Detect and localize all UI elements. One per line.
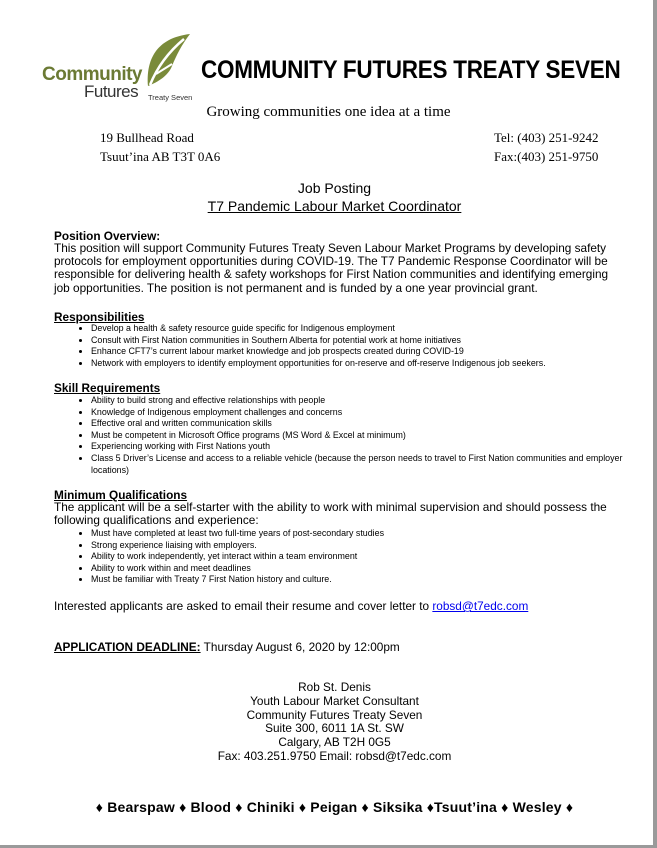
phone-number: Tel: (403) 251-9242 xyxy=(494,130,599,145)
apply-text: Interested applicants are asked to email their resume and cover letter to xyxy=(54,599,430,613)
nation-name: Siksika xyxy=(372,799,423,815)
list-item: • Enhance CFT7’s current labour market knowledge and job prospects created during COVID-19 xyxy=(91,346,657,358)
contact-role: Youth Labour Market Consultant xyxy=(250,693,419,708)
deadline-label: APPLICATION DEADLINE: xyxy=(54,640,201,654)
list-item: • Must have completed at least two full-time years of post-secondary studies xyxy=(91,528,657,540)
apply-email-link[interactable]: robsd@t7edc.com xyxy=(432,599,529,613)
logo-line2: Futures xyxy=(84,82,139,101)
contact-street: Suite 300, 6011 1A St. SW xyxy=(265,721,404,736)
nation-name: Chiniki xyxy=(246,799,295,815)
diamond-icon: ♦ xyxy=(501,799,509,815)
list-item: • Must be familiar with Treaty 7 First Nation history and culture. xyxy=(91,574,657,586)
contact-name: Rob St. Denis xyxy=(298,680,371,694)
contact-city: Calgary, AB T2H 0G5 xyxy=(278,735,391,750)
qualifications-list xyxy=(54,528,657,586)
list-item: • Network with employers to identify employment opportunities for on-reserve and off-reserve Indigenous job seekers. xyxy=(91,358,657,370)
diamond-icon: ♦ xyxy=(426,799,435,815)
list-item: • Knowledge of Indigenous employment challenges and concerns xyxy=(91,407,657,419)
diamond-icon: ♦ xyxy=(95,799,104,815)
list-item: • Develop a health & safety resource guide specific for Indigenous employment xyxy=(91,323,657,335)
fax-number: Fax:(403) 251-9750 xyxy=(494,149,599,164)
nation-name: Bearspaw xyxy=(107,799,175,815)
tagline: Growing communities one idea at a time xyxy=(206,104,451,120)
nation-name: Wesley xyxy=(512,799,562,815)
nation-name: Blood xyxy=(190,799,232,815)
apply-line xyxy=(54,600,528,613)
skills-list xyxy=(54,395,657,476)
nation-name: Peigan xyxy=(310,799,358,815)
list-item: • Must be competent in Microsoft Office programs (MS Word & Excel at minimum) xyxy=(91,430,657,442)
nation-name: Tsuut’ina xyxy=(434,799,498,815)
diamond-icon: ♦ xyxy=(565,799,574,815)
org-logo xyxy=(38,30,198,110)
contact-fax-email: Fax: 403.251.9750 Email: robsd@t7edc.com xyxy=(217,748,452,763)
list-item: • Effective oral and written communication skills xyxy=(91,418,657,430)
address-line2: Tsuut’ina AB T3T 0A6 xyxy=(100,149,221,164)
diamond-icon: ♦ xyxy=(298,799,307,815)
list-item: • Consult with First Nation communities in Southern Alberta for potential work at home initiatives xyxy=(91,335,657,347)
contact-org: Community Futures Treaty Seven xyxy=(246,707,423,722)
list-item: • Experiencing working with First Nations youth xyxy=(91,441,657,453)
diamond-icon: ♦ xyxy=(235,799,243,815)
list-item: • Ability to work within and meet deadlines xyxy=(91,563,657,575)
address-line1: 19 Bullhead Road xyxy=(100,130,194,145)
diamond-icon: ♦ xyxy=(361,799,369,815)
deadline-value: Thursday August 6, 2020 by 12:00pm xyxy=(203,640,400,654)
posting-label: Job Posting xyxy=(297,180,372,196)
list-item: • Class 5 Driver’s License and access to a reliable vehicle (because the person needs to travel to First Nation communities and employer locations) xyxy=(91,453,657,476)
overview-text: This position will support Community Futures Treaty Seven Labour Market Programs by developing safety protocols for employment opportunities during COVID-19. The T7 Pandemic Response Coordinator will be responsible for delivering health & safety workshops for First Nation communities and identifying emerging job opportunities. The position is not permanent and is funded by a one year provincial grant. xyxy=(54,241,609,295)
overview-heading: Position Overview: xyxy=(54,229,161,243)
qualifications-intro: The applicant will be a self-starter with the ability to work with minimal supervision and should possess the following qualifications and experience: xyxy=(54,500,607,528)
responsibilities-heading: Responsibilities xyxy=(54,310,145,324)
list-item: • Ability to build strong and effective relationships with people xyxy=(91,395,657,407)
posting-title: T7 Pandemic Labour Market Coordinator xyxy=(207,198,462,214)
qualifications-heading: Minimum Qualifications xyxy=(54,488,188,502)
nations-footer xyxy=(0,799,657,815)
leaf-icon xyxy=(142,30,194,88)
logo-line3: Treaty Seven xyxy=(148,93,193,102)
deadline-line xyxy=(54,641,400,654)
list-item: • Ability to work independently, yet interact within a team environment xyxy=(91,551,657,563)
skills-heading: Skill Requirements xyxy=(54,381,161,395)
logo-line1: Community xyxy=(42,64,142,85)
diamond-icon: ♦ xyxy=(179,799,187,815)
org-title: COMMUNITY FUTURES TREATY SEVEN xyxy=(201,56,621,84)
list-item: • Strong experience liaising with employers. xyxy=(91,540,657,552)
contact-block xyxy=(0,681,657,764)
responsibilities-list xyxy=(54,323,657,369)
